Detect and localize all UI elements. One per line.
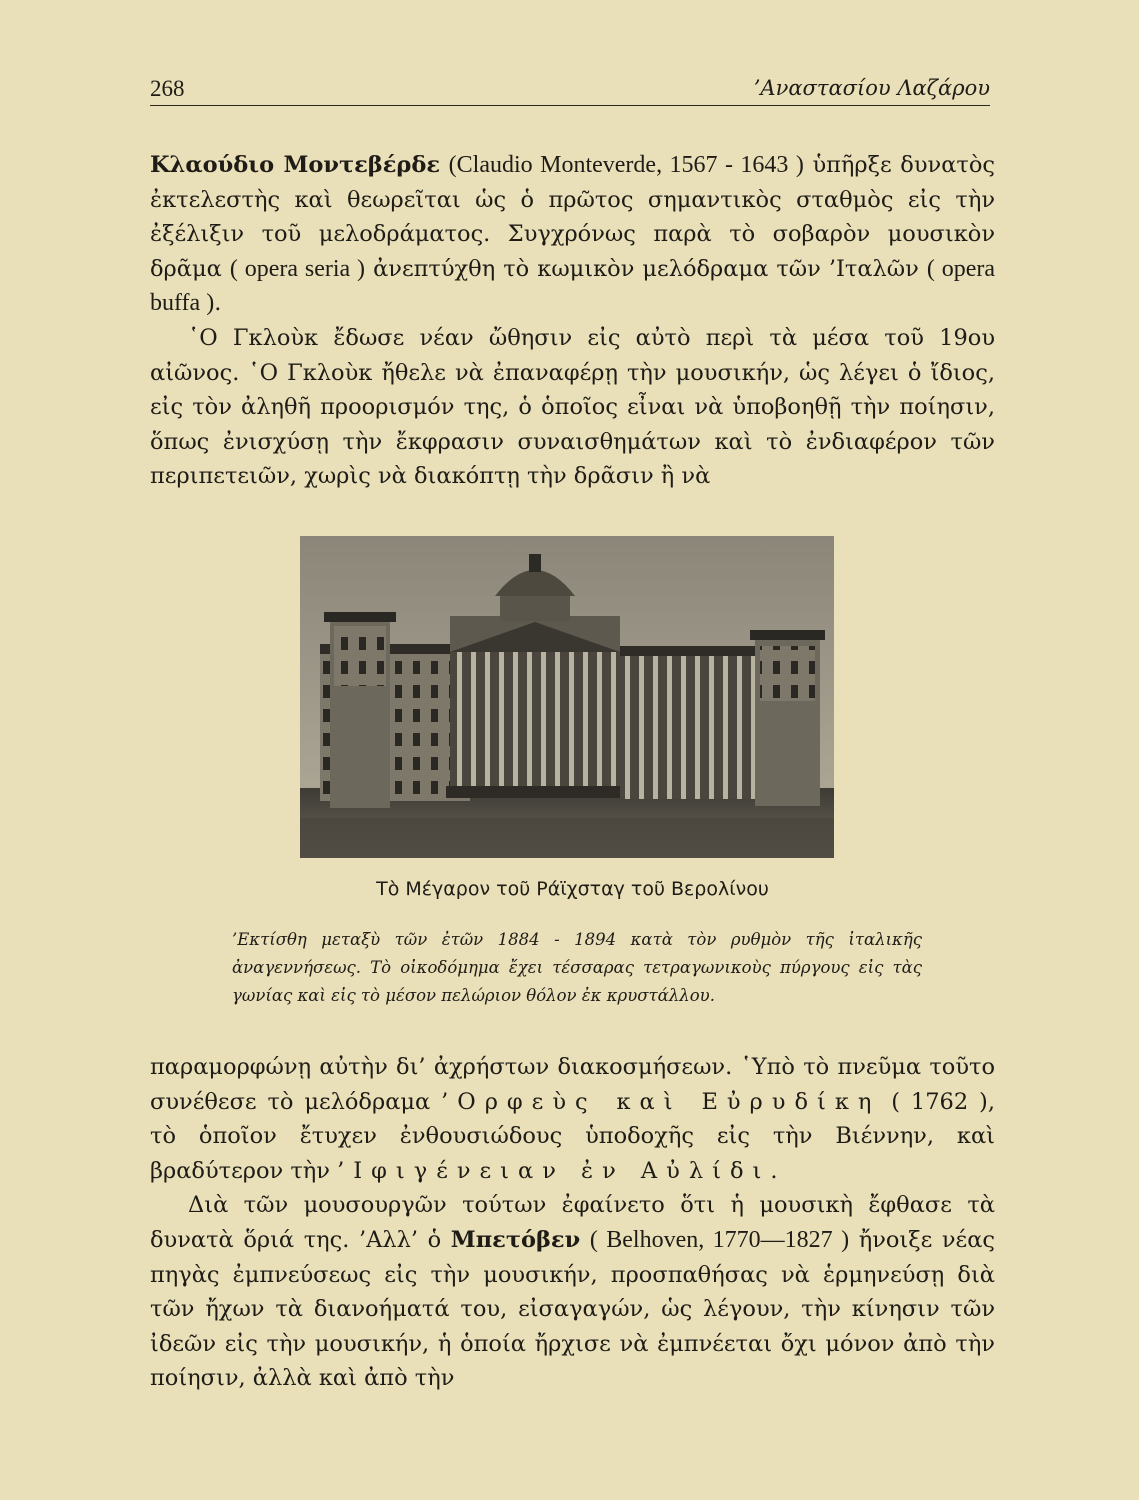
page-header: [150, 70, 990, 110]
paragraph-monteverdi: [150, 148, 995, 321]
figure-caption-text: ’Εκτίσθη μεταξὺ τῶν ἐτῶν 1884 - 1894 κατὰ τὸν ρυθμὸν τῆς ἰταλικῆς ἀναγεννήσεως. Τὸ οἰκοδόμημα ἔχει τέσσαρας τετραγωνικοὺς πύργους εἰς τὰς γωνίας καὶ εἰς τὸ μέσον πελώριον θόλον ἐκ κρυστάλλου.: [232, 930, 922, 1005]
reichstag-illustration: [300, 536, 834, 858]
paragraph-text: Διὰ τῶν μουσουργῶν τούτων ἐφαίνετο ὅτι ἡ μουσικὴ ἔφθασε τὰ δυνατὰ ὅριά της. ’Αλλ’ ὁ: [150, 1192, 995, 1253]
monteverdi-latin-name: (Claudio Monteverde, 1567 - 1643 ): [448, 152, 804, 178]
paragraph-text: ὑπῆρξε δυνατὸς ἐκτελεστὴς καὶ θεωρεῖται ὡς ὁ πρῶτος σημαντικὸς σταθμὸς εἰς τὴν ἐξέλιξιν τοῦ μελοδράματος. Συγχρόνως παρὰ τὸ σοβαρὸν μουσικὸν δρᾶμα: [150, 152, 995, 282]
year: ( 1762 ): [880, 1088, 988, 1115]
figure-caption-title: Τὸ Μέγαρον τοῦ Ράϊχσταγ τοῦ Βερολίνου: [376, 878, 769, 900]
paragraph-text: .: [214, 290, 222, 317]
right-wing: [620, 654, 770, 799]
beethoven-latin-name: ( Belhoven, 1770—1827 ): [589, 1226, 850, 1253]
paragraph-text: ἤνοιξε νέας πηγὰς ἐμπνεύσεως εἰς τὴν μουσικήν, προσπαθήσας νὰ ἑρμηνεύσῃ διὰ τῶν ἤχων τὰ διανοήματά του, εἰσαγαγών, ὡς λέγουν, τὴν κίνησιν τῶν ἰδεῶν εἰς τὴν μουσικήν, ἡ ὁποία ἤρχισε νὰ ἐμπνέεται ὄχι μόνον ἀπὸ τὴν ποίησιν, ἀλλὰ καὶ ἀπὸ τὴν: [150, 1226, 996, 1392]
opera-seria-term: ( opera seria ): [229, 255, 366, 282]
paragraph-text: παραμορφώνῃ αὐτὴν δι’ ἀχρήστων διακοσμήσεων. ῾Υπὸ τὸ πνεῦμα τοῦτο συνέθεσε τὸ μελόδραμα: [150, 1054, 995, 1115]
portico-columns: [450, 652, 620, 792]
opera-buffa-term: ( opera buffa ): [150, 255, 995, 317]
composer-name-beethoven: Μπετόβεν: [450, 1226, 581, 1253]
work-title-orfeus: ’Ορφεὺς καὶ Εὐρυδίκη: [441, 1088, 881, 1115]
page-number: 268: [150, 76, 185, 101]
paragraph-text: .: [770, 1157, 778, 1184]
reichstag-photo: [300, 536, 834, 858]
paragraph-gluck: ῾Ο Γκλοὺκ ἔδωσε νέαν ὤθησιν εἰς αὐτὸ περὶ τὰ μέσα τοῦ 19ου αἰῶνος. ῾Ο Γκλοὺκ ἤθελε νὰ ἐπαναφέρῃ τὴν μουσικήν, ὡς λέγει ὁ ἴδιος, εἰς τὸν ἀληθῆ προορισμόν της, ὁ ὁποῖος εἶναι νὰ ὑποβοηθῇ τὴν ποίησιν, ὅπως ἐνισχύσῃ τὴν ἔκφρασιν συναισθημάτων καὶ τὸ ἐνδιαφέρον τῶν περιπετειῶν, χωρὶς νὰ διακόπτῃ τὴν δρᾶσιν ἢ νὰ: [150, 324, 995, 490]
work-title-ifigeneia: ’Ιφιγένειαν ἐν Αὐλίδι: [337, 1157, 771, 1184]
paragraph-text: , τὸ ὁποῖον ἔτυχεν ἐνθουσιώδους ὑποδοχῆς εἰς τὴν Βιέννην, καὶ βραδύτερον τὴν: [150, 1088, 995, 1184]
text-block-top: [150, 148, 995, 494]
composer-name-monteverdi: Κλαούδιο Μοντεβέρδε: [150, 152, 441, 178]
paragraph-text: ἀνεπτύχθη τὸ κωμικὸν μελόδραμα τῶν ’Ιταλῶν: [365, 255, 927, 282]
text-block-bottom: [150, 1050, 995, 1396]
paragraph-beethoven: [150, 1188, 995, 1396]
paragraph-orfeus: [150, 1050, 995, 1188]
header-rule: [150, 105, 990, 106]
running-title: ’Αναστασίου Λαζάρου: [753, 76, 990, 100]
